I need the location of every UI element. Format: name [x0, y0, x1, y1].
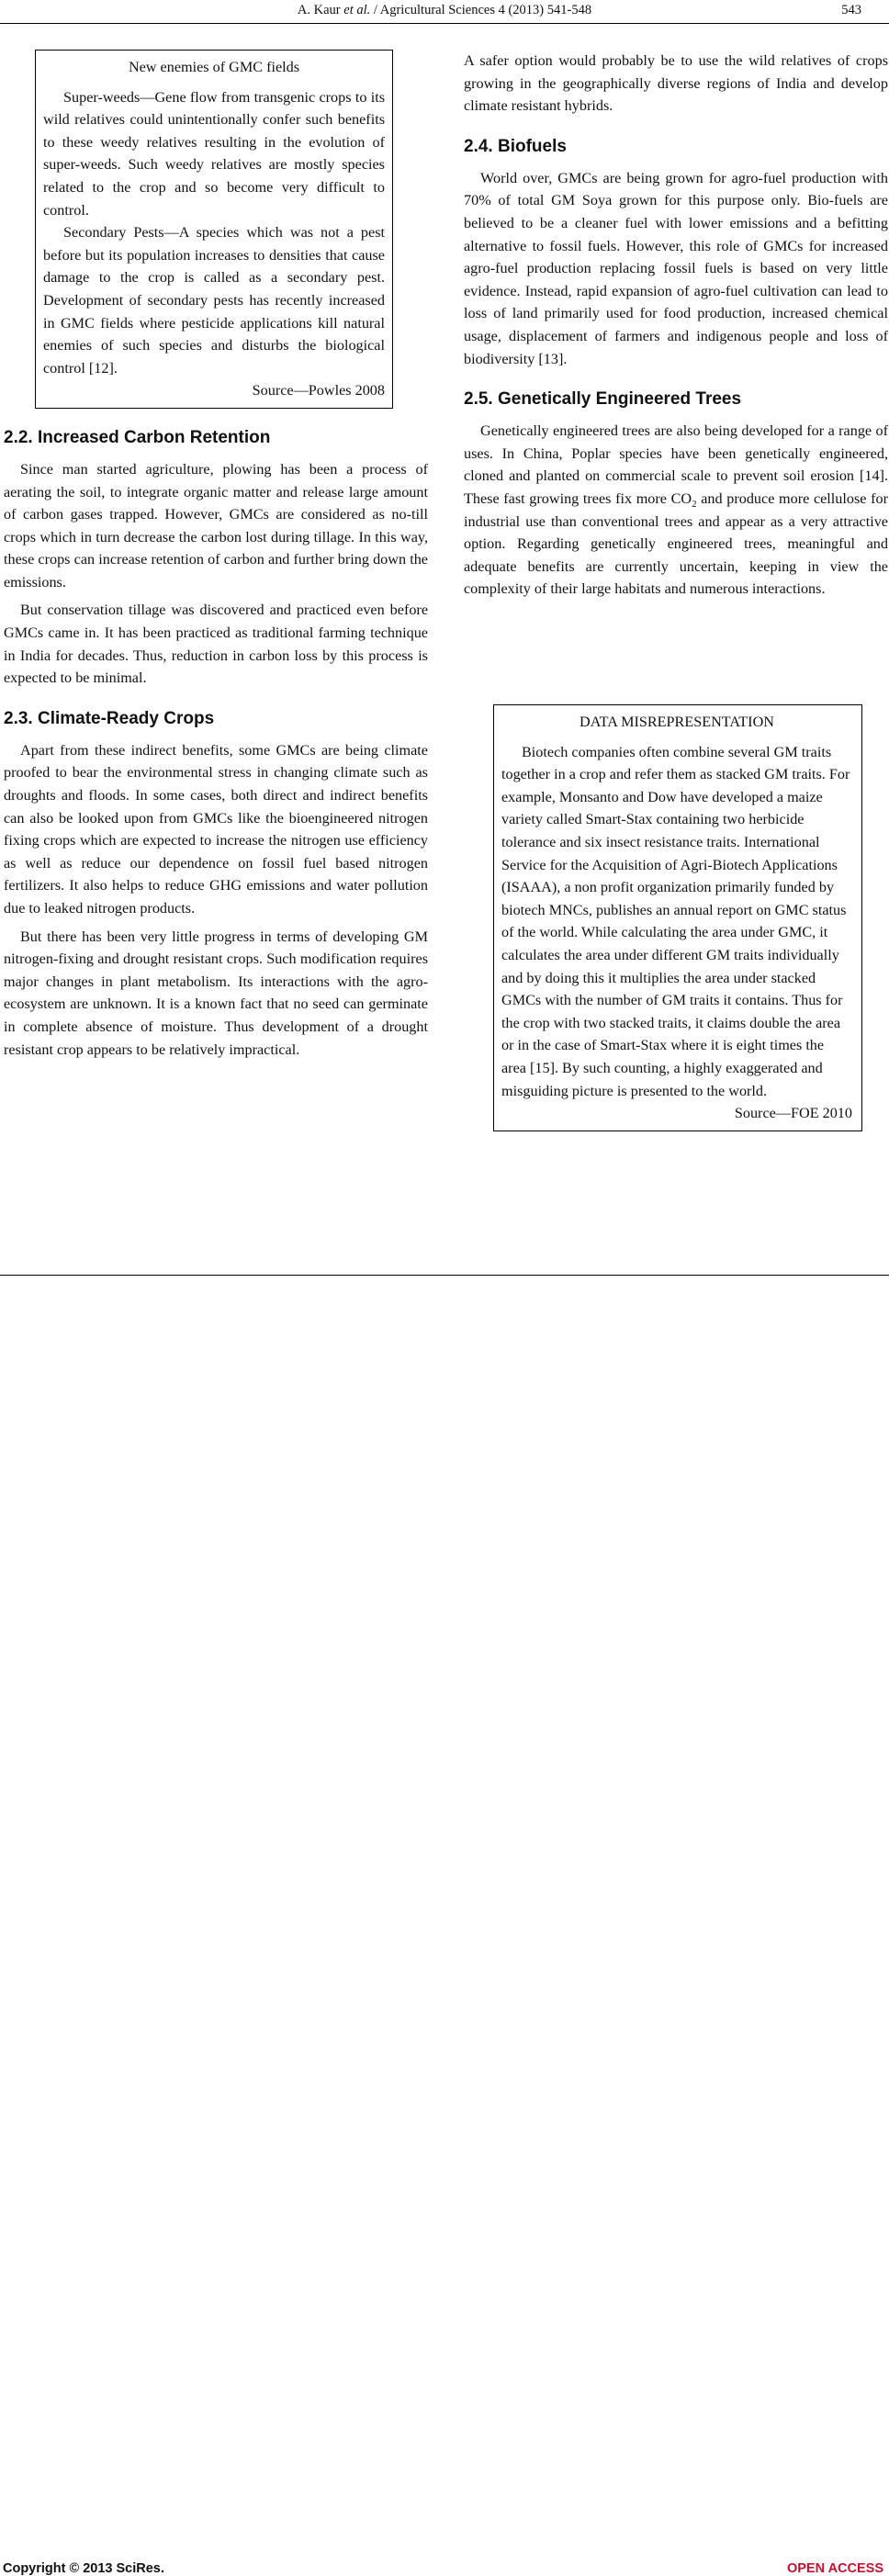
right-column [464, 50, 888, 1122]
header-rule [0, 23, 889, 24]
data-misrepresentation-box [493, 704, 862, 1131]
section-heading-2-3: 2.3. Climate-Ready Crops [4, 708, 215, 728]
page-number: 543 [841, 3, 861, 17]
box-source: Source—Powles 2008 [252, 382, 385, 399]
journal-citation: A. Kaur et al. / Agricultural Sciences 4 (2013) 541-548 [297, 3, 592, 17]
paragraph: A safer option would probably be to use the wild relatives of crops growing in the geographically diverse regions of India and develop climate resistant hybrids. [464, 52, 888, 115]
paragraph: Apart from these indirect benefits, some GMCs are being climate proofed to bear the environmental stress in changing climate such as droughts and floods. In some cases, both direct and indirect benefits can also be looked upon from GMCs like the bioengineered nitrogen fixing crops which are expected to increase the nitrogen use efficiency as well as reduce our dependence on fossil fuel based nitrogen fertilizers. It also helps to reduce GHG emissions and water pollution due to leaked nitrogen products. [4, 741, 428, 917]
section-heading-2-4: 2.4. Biofuels [464, 136, 567, 156]
section-heading-2-5: 2.5. Genetically Engineered Trees [464, 389, 742, 410]
running-header [0, 0, 889, 24]
super-weeds-paragraph: Super-weeds—Gene flow from transgenic crops to its wild relatives could unintentionally confer such benefits to these weedy relatives resulting in the evolution of super-weeds. Such weedy relatives are mostly species related to the crop and so become very difficult to control. [43, 88, 385, 219]
new-enemies-box [35, 50, 393, 409]
box-paragraph: Biotech companies often combine several GM traits together in a crop and refer them as stacked GM traits. For example, Monsanto and Dow have developed a maize variety called Smart-Stax containing two herbicide tolerance and six insect resistance traits. International Service for the Acquisition of Agri-Biotech Applications (ISAAA), a non profit organization primarily funded by biotech MNCs, publishes an annual report on GMC status of the world. While calculating the area under GMC, it calculates the area under different GM traits individually and by doing this it multiplies the area under stacked GMCs with the number of GM traits it contains. Thus for the crop with two stacked traits, it claims double the area or in the case of Smart-Stax where it is eight times the area [15]. By such counting, a highly exaggerated and misguiding picture is presented to the world. [501, 743, 850, 1099]
left-column [4, 50, 428, 1066]
box-title: DATA MISREPRESENTATION [580, 714, 774, 730]
paragraph: World over, GMCs are being grown for agro-fuel production with 70% of total GM Soya grown for this purpose only. Bio-fuels are believed to be a cleaner fuel with lower emissions and a befitting alternative to fossil fuels. However, this role of GMCs for increased agro-fuel production replacing fossil fuels is based on very little evidence. Instead, rapid expansion of agro-fuel cultivation can lead to loss of land primarily used for food production, increased chemical usage, displacement of farmers and indigenous people and loss of biodiversity [13]. [464, 169, 888, 367]
paragraph: But there has been very little progress in terms of developing GM nitrogen-fixing and drought resistant crops. Such modification requires major changes in plant metabolism. Its interactions with the agro-ecosystem are unknown. It is a known fact that no seed can germinate in complete absence of moisture. Thus development of a drought resistant crop appears to be relatively impractical. [4, 928, 428, 1058]
open-access-label: OPEN ACCESS [786, 2561, 883, 2576]
copyright: Copyright © 2013 SciRes. [3, 2561, 164, 2576]
footer [0, 1279, 889, 2576]
paragraph: But conservation tillage was discovered and practiced even before GMCs came in. It has been practiced as traditional farming technique in India for decades. Thus, reduction in carbon loss by this process is expected to be minimal. [4, 602, 428, 687]
box-source: Source—FOE 2010 [734, 1105, 852, 1122]
box-title: New enemies of GMC fields [128, 59, 300, 75]
footer-rule [0, 1275, 889, 1276]
secondary-pests-paragraph: Secondary Pests—A species which was not a pest before but its population increases to densities that cause damage to the crop is called as a secondary pest. Development of secondary pests has recently increased in GMC fields where pesticide applications kill natural enemies of such species and disturbs the biological control [12]. [43, 224, 385, 377]
paragraph: Genetically engineered trees are also being developed for a range of uses. In China, Poplar species have been genetically engineered, cloned and planted on commercial scale to prevent soil erosion [14]. These fast growing trees fix more $CO_2$ and produce more cellulose for industrial use than conventional trees and appear as a very attractive option. Regarding genetically engineered trees, meaningful and adequate benefits are currently uncertain, keeping in view the complexity of their large habitats and numerous interactions. [464, 422, 888, 598]
section-heading-2-2: 2.2. Increased Carbon Retention [4, 427, 271, 447]
paragraph: Since man started agriculture, plowing has been a process of aerating the soil, to integrate organic matter and release large amount of carbon gases trapped. However, GMCs are considered as no-till crops which in turn decrease the carbon lost during tillage. In this way, these crops can increase retention of carbon and further bring down the emissions. [4, 460, 428, 591]
